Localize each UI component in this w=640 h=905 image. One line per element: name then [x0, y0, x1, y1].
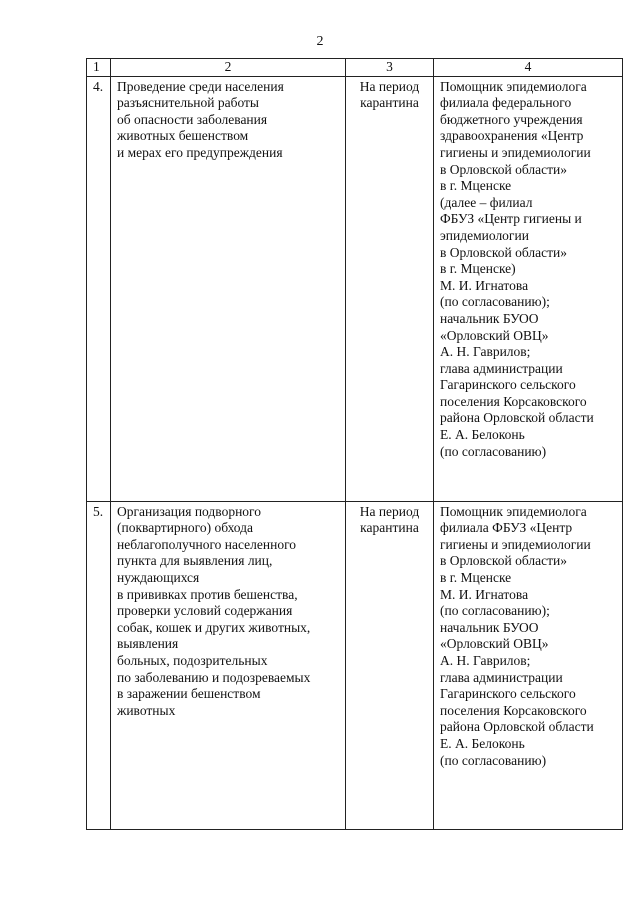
responsible-line: Помощник эпидемиолога: [440, 503, 587, 519]
responsible-line: начальник БУОО: [440, 619, 539, 635]
responsible-line: Гагаринского сельского: [440, 686, 576, 702]
responsible-line: Е. А. Белоконь: [440, 427, 525, 443]
measure-line: Проведение среди населения: [117, 78, 284, 94]
responsible-line: в г. Мценске: [440, 569, 512, 585]
column-header-3: 3: [346, 59, 434, 77]
table-header-row: [87, 59, 623, 77]
table-row: [87, 501, 623, 829]
measure-line: разъяснительной работы: [117, 95, 259, 111]
measure-line: в прививках против бешенства,: [117, 586, 298, 602]
responsible-cell: [434, 501, 623, 829]
responsible-line: (по согласованию);: [440, 603, 550, 619]
responsible-line: А. Н. Гаврилов;: [440, 344, 531, 360]
measure-line: собак, кошек и других животных,: [117, 619, 311, 635]
responsible-line: поселения Корсаковского: [440, 393, 587, 409]
responsible-line: глава администрации: [440, 669, 563, 685]
measure-line: животных: [117, 702, 176, 718]
deadline-line: карантина: [360, 520, 419, 536]
responsible-line: эпидемиологии: [440, 227, 529, 243]
responsible-cell: [434, 76, 623, 501]
table-row: [87, 76, 623, 501]
measure-line: нуждающихся: [117, 569, 200, 585]
responsible-line: в Орловской области»: [440, 553, 567, 569]
measure-cell: [111, 76, 346, 501]
responsible-line: бюджетного учреждения: [440, 111, 583, 127]
responsible-line: поселения Корсаковского: [440, 702, 587, 718]
responsible-line: в г. Мценске: [440, 178, 512, 194]
responsible-line: глава администрации: [440, 360, 563, 376]
responsible-line: А. Н. Гаврилов;: [440, 652, 531, 668]
responsible-line: (далее – филиал: [440, 194, 533, 210]
column-header-4: 4: [434, 59, 623, 77]
measure-line: неблагополучного населенного: [117, 536, 297, 552]
measure-line: пункта для выявления лиц,: [117, 553, 273, 569]
measure-line: животных бешенством: [117, 128, 249, 144]
responsible-line: в г. Мценске): [440, 261, 516, 277]
responsible-line: в Орловской области»: [440, 244, 567, 260]
responsible-line: Помощник эпидемиолога: [440, 78, 587, 94]
responsible-line: (по согласованию): [440, 752, 547, 768]
responsible-line: ФБУЗ «Центр гигиены и: [440, 211, 582, 227]
responsible-line: (по согласованию): [440, 443, 547, 459]
measure-line: больных, подозрительных: [117, 652, 268, 668]
measure-line: Организация подворного: [117, 503, 261, 519]
measure-line: об опасности заболевания: [117, 111, 268, 127]
column-header-1: 1: [87, 59, 111, 77]
responsible-line: гигиены и эпидемиологии: [440, 144, 591, 160]
deadline-line: На период: [359, 78, 420, 94]
measure-line: проверки условий содержания: [117, 603, 293, 619]
deadline-line: карантина: [360, 95, 419, 111]
deadline-cell: [346, 501, 434, 829]
responsible-line: филиала федерального: [440, 95, 572, 111]
column-header-2: 2: [111, 59, 346, 77]
measure-line: и мерах его предупреждения: [117, 144, 283, 160]
deadline-cell: [346, 76, 434, 501]
row-number: 5.: [87, 501, 111, 829]
responsible-line: М. И. Игнатова: [440, 277, 529, 293]
responsible-line: филиала ФБУЗ «Центр: [440, 520, 573, 536]
responsible-line: (по согласованию);: [440, 294, 550, 310]
responsible-line: «Орловский ОВЦ»: [440, 327, 549, 343]
measure-cell: [111, 501, 346, 829]
page-number: 2: [316, 34, 324, 49]
responsible-line: «Орловский ОВЦ»: [440, 636, 549, 652]
deadline-line: На период: [359, 503, 420, 519]
measures-table: [86, 58, 623, 830]
responsible-line: района Орловской области: [440, 410, 594, 426]
responsible-line: гигиены и эпидемиологии: [440, 536, 591, 552]
responsible-line: в Орловской области»: [440, 161, 567, 177]
responsible-line: района Орловской области: [440, 719, 594, 735]
measure-line: (поквартирного) обхода: [117, 520, 254, 536]
measure-line: выявления: [117, 636, 179, 652]
responsible-line: начальник БУОО: [440, 310, 539, 326]
row-number: 4.: [87, 76, 111, 501]
measure-line: в заражении бешенством: [117, 686, 261, 702]
responsible-line: Е. А. Белоконь: [440, 735, 525, 751]
responsible-line: Гагаринского сельского: [440, 377, 576, 393]
measure-line: по заболеванию и подозреваемых: [117, 669, 311, 685]
responsible-line: М. И. Игнатова: [440, 586, 529, 602]
responsible-line: здравоохранения «Центр: [440, 128, 584, 144]
